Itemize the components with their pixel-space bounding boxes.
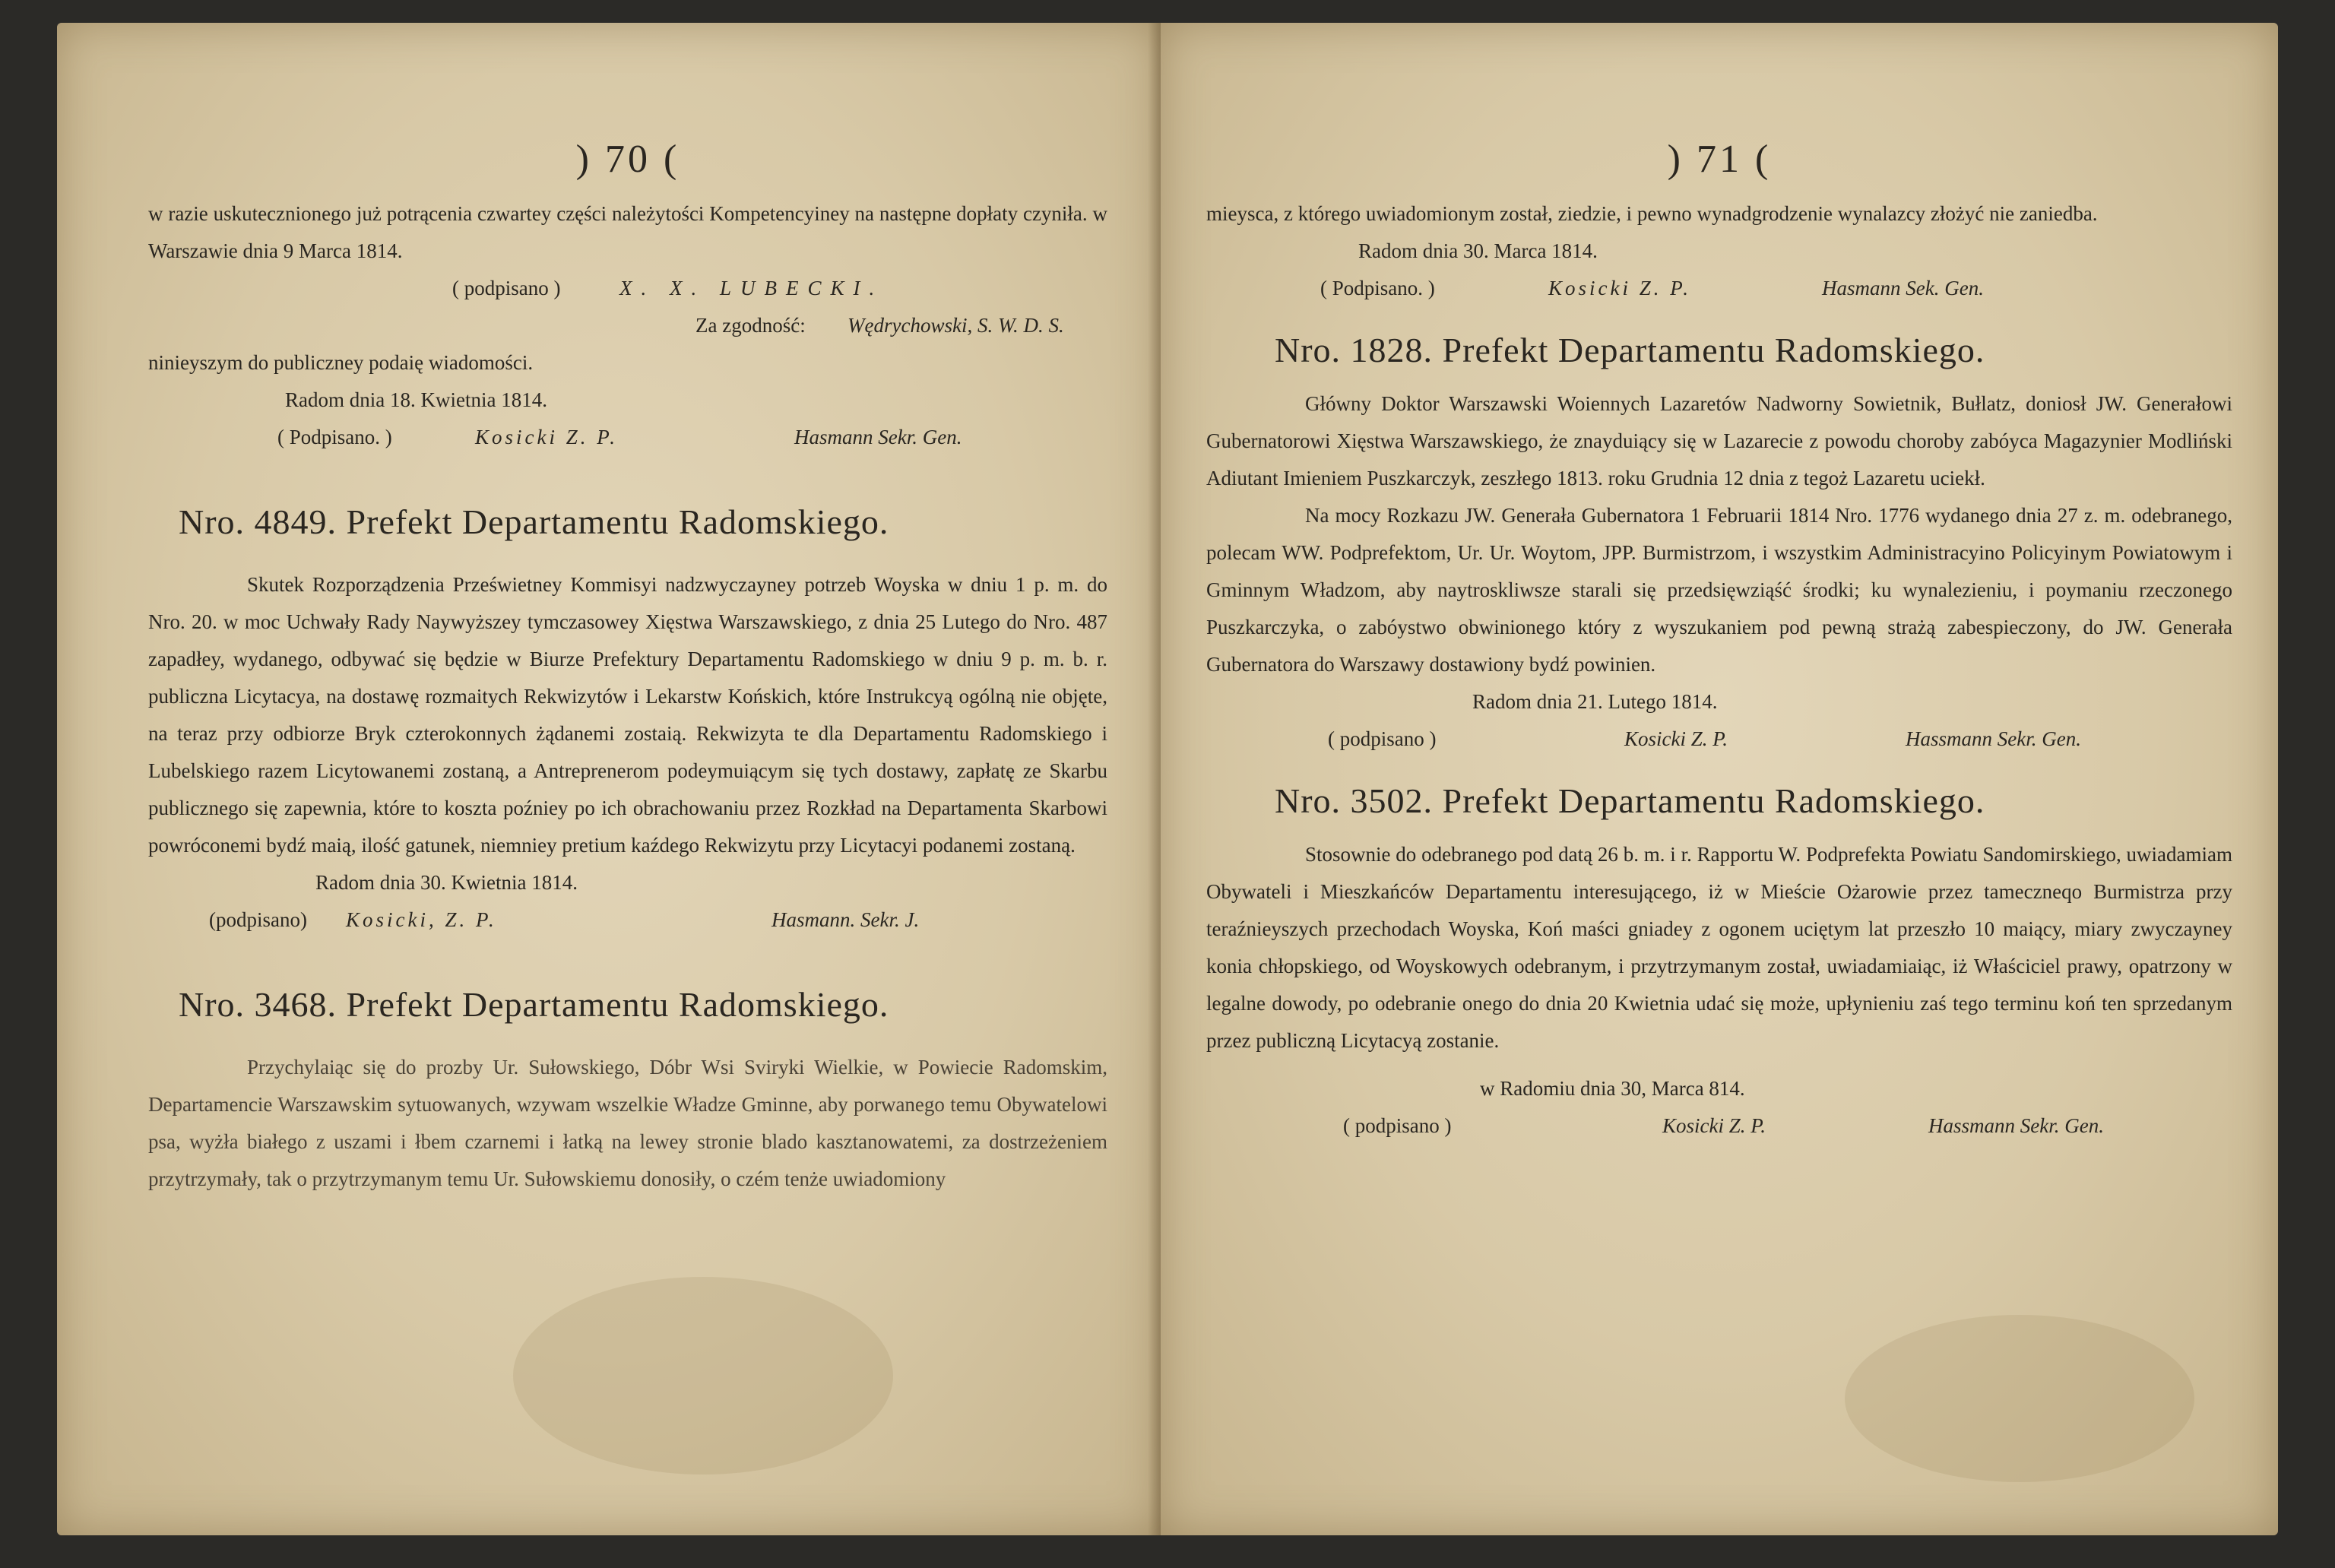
notice-1828-date: Radom dnia 21. Lutego 1814. [1472, 690, 1718, 713]
signed-label: ( podpisano ) [452, 277, 561, 299]
page-number: ) 70 ( [575, 138, 680, 181]
page-number: ) 71 ( [1667, 138, 1772, 181]
sig-kosicki: Kosicki, Z. P. [346, 908, 497, 931]
intro-sig-block [148, 419, 1107, 456]
notice-1828-body-1: Główny Doktor Warszawski Woiennych Lazaretów Nadworny Sowietnik, Bułlatz, doniosł JW. Generałowi Gubernatorowi Xięstwa Warszawskiego, że znayduiący się w Lazarecie z powodu choroby zabóyca Magazynier Modliński Adiutant Imieniem Puszkarczyk, zeszłego 1813. roku Grudnia 12 dnia z tegoż Lazaretu uciekł. [1206, 392, 2232, 489]
continuation-text: mieysca, z którego uwiadomionym został, ziedzie, i pewno wynadgrodzenie wynalazcy złożyć nie zaniedba. [1206, 202, 2098, 225]
continuation-signature [1206, 270, 2232, 307]
notice-3502-body: Stosownie do odebranego pod datą 26 b. m. i r. Rapportu W. Podprefekta Powiatu Sandomirskiego, uwiadamiam Obywateli i Mieszkańców Departamentu interesującego, iż w Mieście Ożarowie przez tameczneqo Burmistrza przy teraźnieyszych przechodach Woyska, Koń maści gniadey z ogonem uciętym lat przeszło 10 maiący, miary zwyczayney konia chłopskiego, od Woyskowych odebranym, i przytrzymanym został, uwiadamiaiąc, iż Właściciel prawy, opatrzony w legalne dowody, po odebranie onego do dnia 20 Kwietnia udać się może, upłynieniu zaś tego terminu koń ten sprzedanym przez publiczną Licytacyą zostanie. [1206, 843, 2232, 1052]
notice-3502-heading: Nro. 3502. Prefekt Departamentu Radomskiego. [1275, 781, 1985, 820]
notice-3468-heading: Nro. 3468. Prefekt Departamentu Radomskiego. [179, 985, 889, 1024]
publish-text: ninieyszym do publiczney podaię wiadomości. [148, 351, 534, 374]
notice-4849-heading: Nro. 4849. Prefekt Departamentu Radomskiego. [179, 502, 889, 541]
conformity-label: Za zgodność: [695, 314, 806, 337]
notice-3468-body: Przychylaiąc się do prozby Ur. Sułowskiego, Dóbr Wsi Sviryki Wielkie, w Powiecie Radomskim, Departamencie Warszawskim sytuowanych, wzywam wszelkie Władze Gminne, aby porwanego temu Obywatelowi psa, wyżła białego z uszami i łbem czarnemi i łatką na lewey stronie blado kasztanowatemi, za dostrzeżeniem przytrzymały, tak o przytrzymanym temu Ur. Sułowskiemu donosiły, o czém tenże uwiadomiony [148, 1056, 1107, 1190]
conformity-line [148, 307, 1107, 344]
right-page [1161, 23, 2278, 1535]
notice-4849-date: Radom dnia 30. Kwietnia 1814. [315, 871, 578, 894]
notice-1828-heading: Nro. 1828. Prefekt Departamentu Radomskiego. [1275, 331, 1985, 369]
sig-label: ( Podpisano. ) [277, 426, 392, 448]
sig-hassmann: Hassmann Sekr. Gen. [1928, 1114, 2104, 1137]
notice-1828-signature [1206, 721, 2232, 758]
intro-text: w razie uskutecznionego już potrącenia czwartey części należytości Kompetencyiney na następne dopłaty czyniła. w Warszawie dnia 9 Marca 1814. [148, 202, 1107, 262]
sig-kosicki: Kosicki Z. P. [1662, 1114, 1766, 1137]
sig-hassmann: Hassmann Sekr. Gen. [1906, 727, 2081, 750]
conformity-name: Wędrychowski, S. W. D. S. [848, 314, 1064, 337]
sig-kosicki: Kosicki Z. P. [1624, 727, 1728, 750]
intro-signature [148, 270, 1107, 307]
signed-name: X. X. LUBECKI. [619, 277, 884, 299]
sig-kosicki: Kosicki Z. P. [475, 426, 619, 448]
notice-4849-body: Skutek Rozporządzenia Prześwietney Kommisyi nadzwyczayney potrzeb Woyska w dniu 1 p. m. do Nro. 20. w moc Uchwały Rady Naywyższey tymczasowey Xięstwa Warszawskiego, z dnia 25 Lutego do Nro. 487 zapadłey, wydanego, odbywać się będzie w Biurze Prefektury Departamentu Radomskiego w dniu 9 p. m. b. r. publiczna Licytacya, na dostawę rozmaitych Rekwizytów i Lekarstw Końskich, które Instrukcyą ogólną nie objęte, na teraz przy odbiorze Bryk czterokonnych żądanemi zostaią. Rekwizyta te dla Departamentu Radomskiego i Lubelskiego razem Licytowanemi zostaną, a Antreprenerom podeymuiącym się tych dostawy, zapłatę ze Skarbu publicznego się zapewnia, które to koszta poźniey po ich obrachowaniu przez Rozkład na Departamenta Skarbowi powróconemi bydź maią, ilość gatunek, niemniey pretium kaźdego Rekwizytu przy Licytacyi podanemi zostaną. [148, 573, 1107, 857]
sig-label: (podpisano) [209, 908, 307, 931]
continuation-date: Radom dnia 30. Marca 1814. [1358, 239, 1598, 262]
sig-kosicki: Kosicki Z. P. [1548, 277, 1692, 299]
intro-date: Radom dnia 18. Kwietnia 1814. [285, 388, 547, 411]
notice-3502-date: w Radomiu dnia 30, Marca 814. [1480, 1077, 1745, 1100]
left-page [57, 23, 1161, 1535]
sig-hasmann: Hasmann. Sekr. J. [771, 908, 920, 931]
sig-label: ( Podpisano. ) [1320, 277, 1435, 299]
sig-label: ( podpisano ) [1328, 727, 1437, 750]
notice-1828-body-2: Na mocy Rozkazu JW. Generała Gubernatora 1 Februarii 1814 Nro. 1776 wydanego dnia 27 z. m. odebranego, polecam WW. Podprefektom, Ur. Ur. Woytom, JPP. Burmistrzom, i wszystkim Administracyino Policyinym Powiatowym i Gminnym Władzom, aby naytroskliwsze starali się przedsięwziąść środki; ku wynalezieniu, i poymaniu rzeczonego Puszkarczyka, o zabóystwo obwinionego który z wyszukaniem pod pewną strażą zabespieczony, do JW. Generała Gubernatora do Warszawy dostawiony bydź powinien. [1206, 504, 2232, 676]
sig-hasmann: Hasmann Sekr. Gen. [794, 426, 962, 448]
sig-hasmann: Hasmann Sek. Gen. [1822, 277, 1984, 299]
notice-3502-signature [1206, 1107, 2232, 1145]
notice-4849-signature [148, 901, 1107, 939]
sig-label: ( podpisano ) [1343, 1114, 1452, 1137]
